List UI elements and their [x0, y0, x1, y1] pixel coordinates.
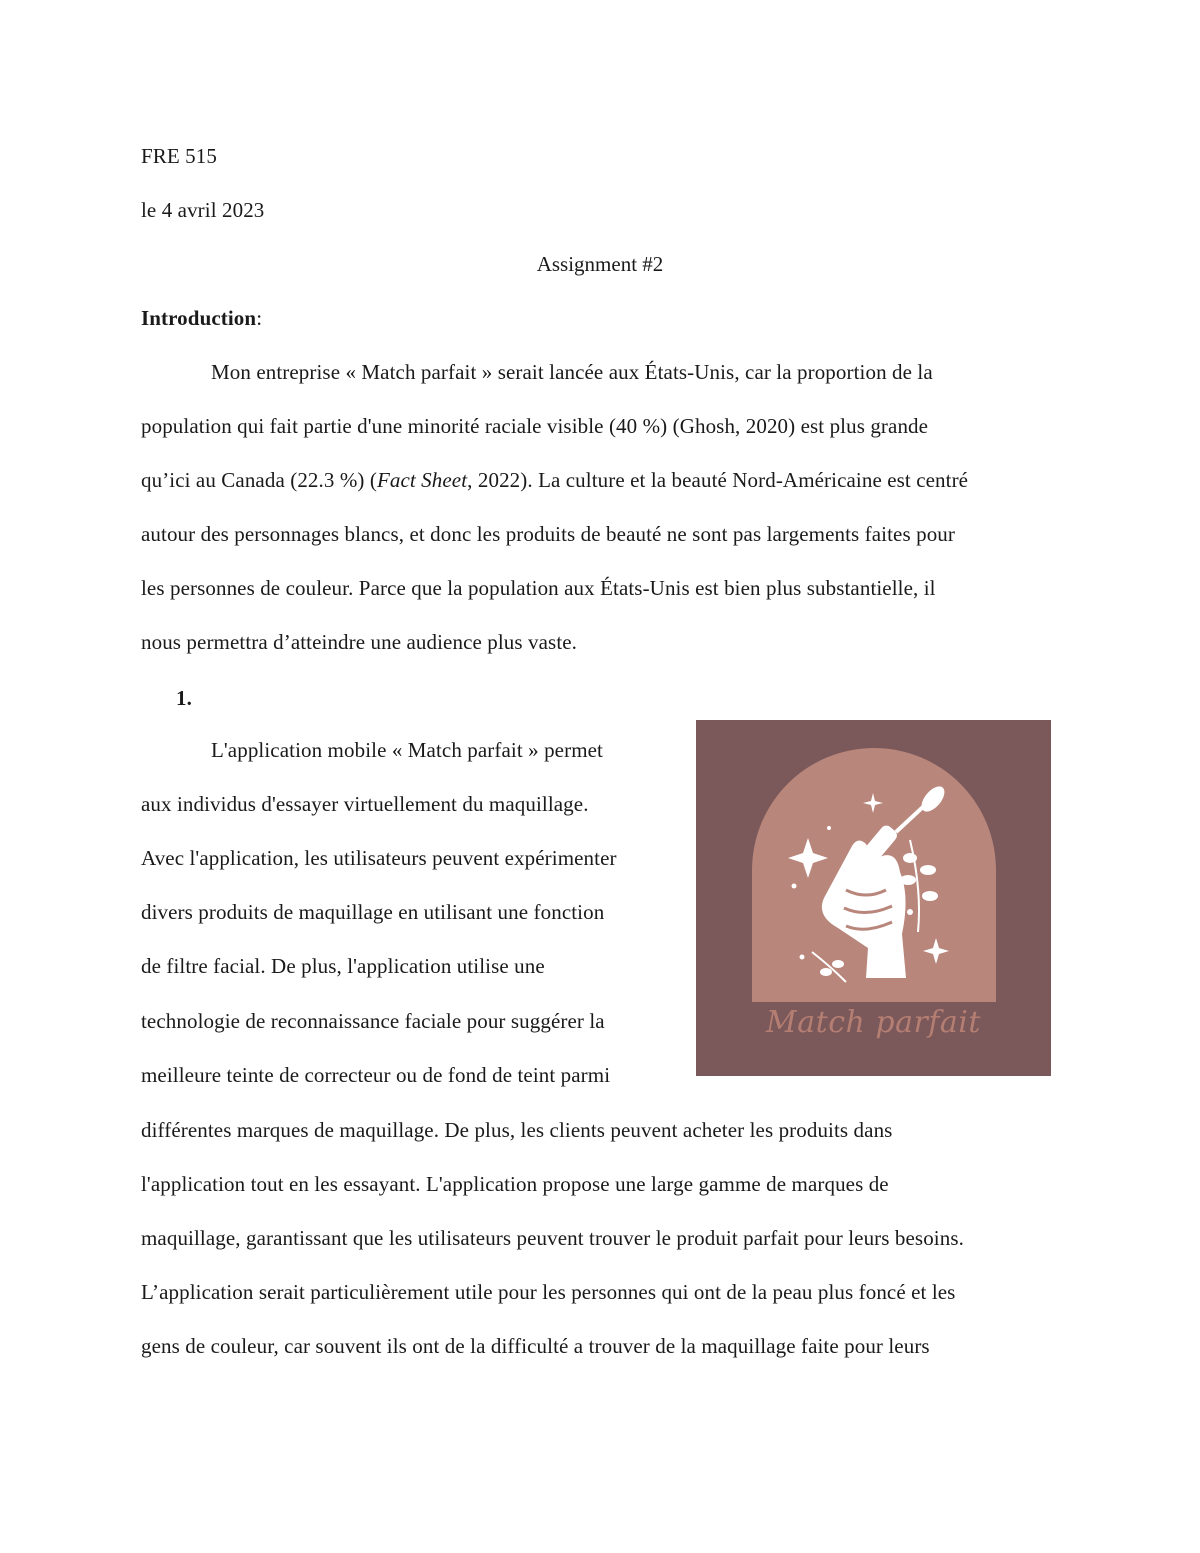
intro-line-6: nous permettra d’atteindre une audience plus vaste. [141, 630, 578, 654]
course-code: FRE 515 [141, 144, 217, 168]
section1-line-2: aux individus d'essayer virtuellement du maquillage. [141, 792, 589, 816]
section1-line-7: meilleure teinte de correcteur ou de fond de teint parmi [141, 1063, 611, 1087]
introduction-heading-colon: : [256, 306, 263, 330]
intro-line-5: les personnes de couleur. Parce que la population aux États-Unis est bien plus substantielle, il [141, 576, 936, 600]
intro-line-3-end: , 2022). La culture et la beauté Nord-Américaine est centré [467, 468, 969, 492]
section1-line-1: L'application mobile « Match parfait » permet [211, 738, 603, 762]
section1-line-11: L’application serait particulièrement utile pour les personnes qui ont de la peau plus foncé et les [141, 1280, 956, 1304]
fact-sheet-citation: Fact Sheet [376, 468, 468, 492]
introduction-heading-line [141, 303, 262, 333]
intro-line-3-start: qu’ici au Canada (22.3 %) ( [141, 468, 377, 492]
document-date: le 4 avril 2023 [141, 198, 265, 222]
section1-line-8: différentes marques de maquillage. De plus, les clients peuvent acheter les produits dans [141, 1118, 893, 1142]
section1-line-3: Avec l'application, les utilisateurs peuvent expérimenter [141, 846, 617, 870]
section1-line-4: divers produits de maquillage en utilisant une fonction [141, 900, 605, 924]
logo-wordmark: Match parfait [766, 1005, 981, 1040]
intro-line-2: population qui fait partie d'une minorité raciale visible (40 %) (Ghosh, 2020) est plus grande [141, 414, 929, 438]
section1-line-6: technologie de reconnaissance faciale pour suggérer la [141, 1009, 605, 1033]
section1-line-10: maquillage, garantissant que les utilisateurs peuvent trouver le produit parfait pour leurs besoins. [141, 1226, 964, 1250]
intro-line-1: Mon entreprise « Match parfait » serait lancée aux États-Unis, car la proportion de la [211, 360, 933, 384]
section1-line-12: gens de couleur, car souvent ils ont de la difficulté a trouver de la maquillage faite pour leurs [141, 1334, 930, 1358]
intro-line-3 [141, 465, 968, 495]
match-parfait-logo [696, 720, 1051, 1076]
section1-line-9: l'application tout en les essayant. L'application propose une large gamme de marques de [141, 1172, 889, 1196]
introduction-heading: Introduction [141, 306, 257, 330]
intro-line-4: autour des personnages blancs, et donc les produits de beauté ne sont pas largements faites pour [141, 522, 955, 546]
section-number: 1. [176, 686, 192, 710]
document-title: Assignment #2 [536, 252, 664, 276]
section1-line-5: de filtre facial. De plus, l'application utilise une [141, 954, 545, 978]
